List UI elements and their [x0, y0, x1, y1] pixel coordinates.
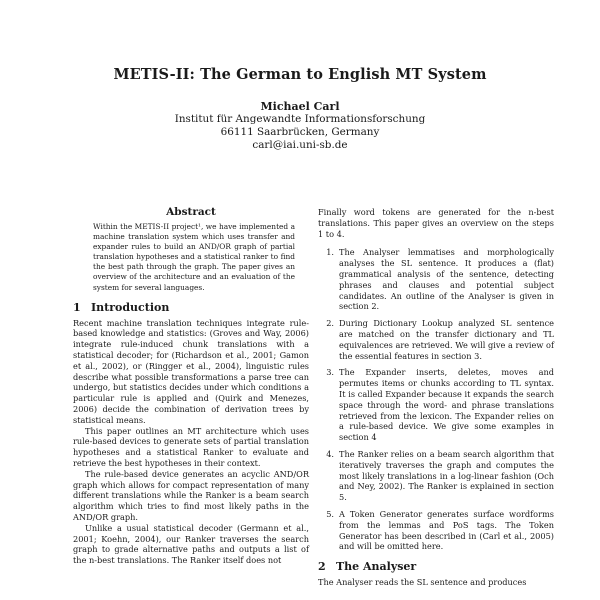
- abstract-heading: Abstract: [166, 206, 216, 218]
- right-column: [318, 207, 554, 588]
- author-name: Michael Carl: [260, 100, 340, 113]
- step-text: The Analyser lemmatises and morphologically analyses the SL sentence. It produces a (flat) grammatical analysis of the sentence, detecting phrases and clauses and potential subject candidates. An outline of the Analyser is given in section 2.: [339, 247, 554, 312]
- left-column: [73, 206, 309, 566]
- abstract-text: Within the METIS-II project¹, we have implemented a machine translation system which uses transfer and expander rules to build an AND/OR graph of partial translation hypotheses and a statistical ranker to find the best path through the graph. The paper gives an overview of the architecture and an evaluation of the system for several languages.: [93, 222, 295, 292]
- section-1-heading: [73, 301, 309, 314]
- steps-list: [318, 247, 554, 552]
- section-2-title: The Analyser: [336, 560, 417, 574]
- step-text: During Dictionary Lookup analyzed SL sentence are matched on the transfer dictionary and TL equivalences are retrieved. We will give a review of the essential features in section 3.: [339, 318, 554, 361]
- intro-paragraph-3: The rule-based device generates an acyclic AND/OR graph which allows for compact representation of many different translations while the Ranker is a beam search algorithm which tries to find most likely paths in the AND/OR graph.: [73, 468, 309, 522]
- step-number: 2.: [326, 318, 334, 329]
- section-1-number: 1: [73, 300, 81, 314]
- step-text: The Expander inserts, deletes, moves and permutes items or chunks according to TL syntax. It is called Expander because it expands the search space through the word- and phrase translations retrieved from the lexicon. The Expander relies on a rule-based device. We give some examples in section 4: [339, 367, 554, 443]
- step-item: [318, 367, 554, 443]
- author-email: carl@iai.uni-sb.de: [252, 139, 348, 151]
- intro-paragraph-2: This paper outlines an MT architecture which uses rule-based devices to generate sets of partial translation hypotheses and a statistical Ranker to evaluate and retrieve the best hypotheses in their context.: [73, 425, 309, 469]
- intro-paragraph-4: Unlike a usual statistical decoder (Germann et al., 2001; Koehn, 2004), our Ranker traverses the search graph to grade alternative paths and outputs a list of the n-best translations. The Ranker itself does not: [73, 522, 309, 566]
- step-number: 4.: [326, 448, 334, 459]
- author-institute: Institut für Angewandte Informationsforschung: [174, 113, 426, 125]
- step-text: The Ranker relies on a beam search algorithm that iteratively traverses the graph and computes the most likely translations in a log-linear fashion (Och and Ney, 2002). The Ranker is explained in section 5.: [339, 448, 554, 503]
- steps-intro: Finally word tokens are generated for the n-best translations. This paper gives an overview on the steps 1 to 4.: [318, 207, 554, 239]
- section-2-heading: [318, 560, 554, 573]
- step-number: 5.: [326, 508, 334, 519]
- step-item: [318, 509, 554, 552]
- step-number: 1.: [326, 247, 334, 258]
- step-item: [318, 247, 554, 312]
- paper-title: METIS-II: The German to English MT System: [113, 66, 487, 83]
- section-1-title: Introduction: [91, 300, 170, 314]
- step-text: A Token Generator generates surface wordforms from the lemmas and PoS tags. The Token Generator has been described in (Carl et al., 2005) and will be omitted here.: [339, 508, 554, 552]
- author-block: [0, 100, 600, 152]
- step-item: [318, 318, 554, 361]
- section-2-text: The Analyser reads the SL sentence and produces: [318, 577, 527, 588]
- author-city: 66111 Saarbrücken, Germany: [220, 126, 380, 138]
- step-item: [318, 449, 554, 503]
- section-2-number: 2: [318, 560, 326, 574]
- step-number: 3.: [326, 367, 334, 378]
- intro-paragraph-1: Recent machine translation techniques integrate rule-based knowledge and statistics: (Groves and Way, 2006) integrate rule-induced chunk translations with a statistical decoder; for (Richardson et al., 2001; Gamon et al., 2002), or (Ringger et al., 2004), linguistic rules describe what possible transformations a parse tree can undergo, but statistics decides under which conditions a particular rule is applied and (Quirk and Menezes, 2006) decide the combination of derivation trees by statistical means.: [73, 317, 309, 425]
